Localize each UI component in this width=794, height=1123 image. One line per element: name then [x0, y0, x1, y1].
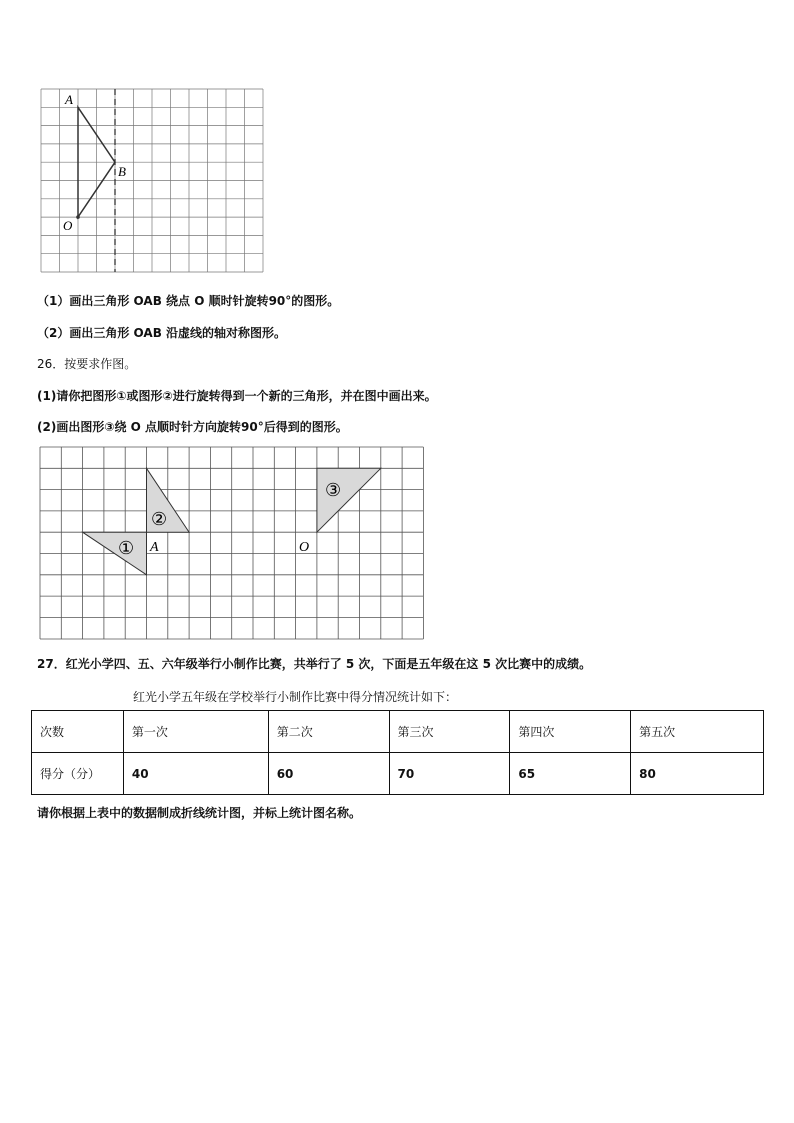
- label-shape-1: ①: [118, 538, 135, 558]
- q27-table-caption: 红光小学五年级在学校举行小制作比赛中得分情况统计如下：: [133, 690, 458, 704]
- figure-grid-three-triangles: [38, 445, 426, 643]
- label-a: A: [150, 540, 159, 555]
- q25-item-2: （2）画出三角形 OAB 沿虚线的轴对称图形。: [37, 326, 287, 340]
- label-a: A: [65, 92, 73, 107]
- label-shape-2: ②: [151, 509, 168, 529]
- point-o: [76, 215, 80, 219]
- q27-heading: 27．红光小学四、五、六年级举行小制作比赛，共举行了 5 次，下面是五年级在这 5 次比赛中的成绩。: [37, 657, 592, 671]
- table-cell: 60: [268, 753, 389, 795]
- table-cell: 80: [631, 753, 764, 795]
- q27-instruction: 请你根据上表中的数据制成折线统计图，并标上统计图名称。: [37, 806, 362, 820]
- table-header-cell: 第三次: [389, 711, 510, 753]
- table-cell: 70: [389, 753, 510, 795]
- label-o: O: [63, 218, 73, 233]
- grid-lines: [41, 89, 263, 272]
- table-row: [32, 711, 764, 753]
- score-table: [31, 710, 764, 795]
- table-header-cell: 第二次: [268, 711, 389, 753]
- label-b: B: [118, 164, 126, 179]
- table-header-cell: 次数: [32, 711, 124, 753]
- q26-item-1: (1)请你把图形①或图形②进行旋转得到一个新的三角形，并在图中画出来。: [37, 389, 437, 403]
- q26-item-2: (2)画出图形③绕 O 点顺时针方向旋转90°后得到的图形。: [37, 420, 348, 434]
- label-shape-3: ③: [325, 480, 342, 500]
- table-cell: 40: [123, 753, 268, 795]
- table-header-cell: 第四次: [510, 711, 631, 753]
- table-header-cell: 第一次: [123, 711, 268, 753]
- triangle-3: [317, 468, 381, 532]
- table-header-cell: 得分（分）: [32, 753, 124, 795]
- label-o: O: [299, 540, 310, 555]
- q25-item-1: （1）画出三角形 OAB 绕点 O 顺时针旋转90°的图形。: [37, 294, 340, 308]
- figure-grid-triangle-oab: [38, 86, 268, 276]
- table-cell: 65: [510, 753, 631, 795]
- table-row: [32, 753, 764, 795]
- table-header-cell: 第五次: [631, 711, 764, 753]
- q26-heading: 26．按要求作图。: [37, 357, 137, 371]
